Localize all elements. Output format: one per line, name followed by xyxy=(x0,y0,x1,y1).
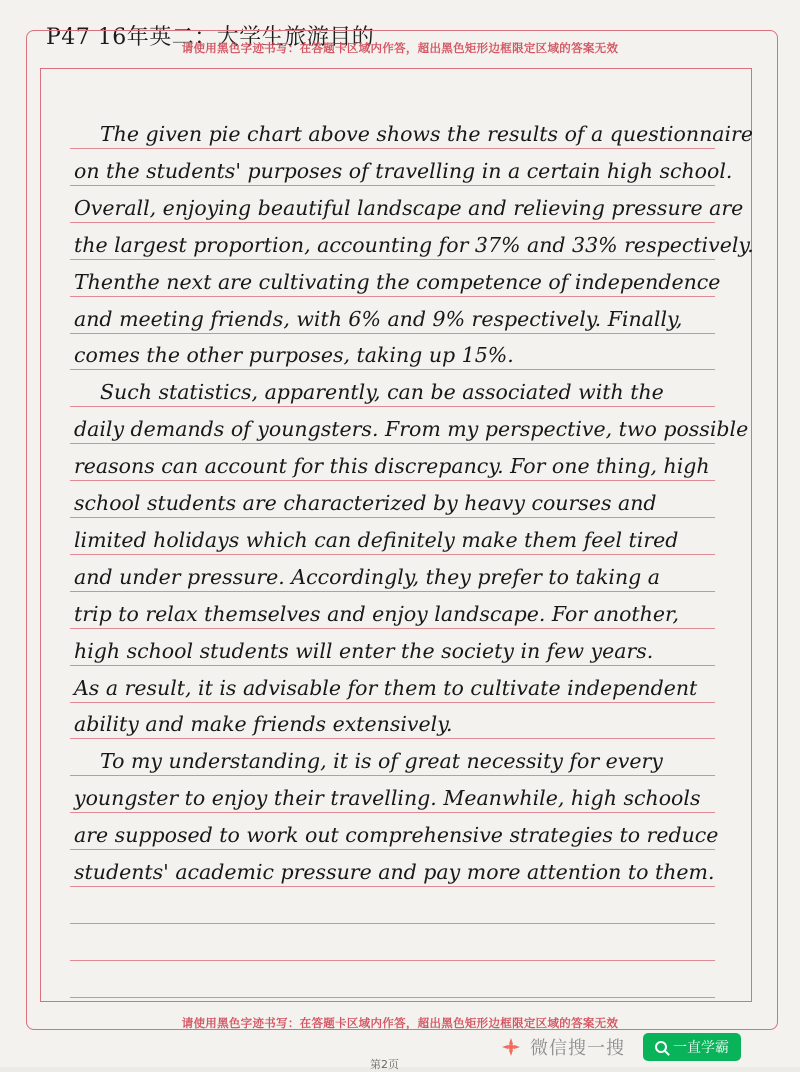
essay-line: The given pie chart above shows the results of a questionnaire xyxy=(100,122,753,146)
essay-line: As a result, it is advisable for them to cultivate independent xyxy=(74,675,698,700)
essay-line: high school students will enter the society in few years. xyxy=(74,638,654,663)
notice-bottom: 请使用黑色字迹书写：在答题卡区域内作答，超出黑色矩形边框限定区域的答案无效 xyxy=(181,1016,619,1030)
ruled-line xyxy=(70,702,715,703)
essay-line: daily demands of youngsters. From my perspective, two possible xyxy=(74,417,749,442)
ruled-line xyxy=(70,185,715,186)
notice-top: 请使用黑色字迹书写：在答题卡区域内作答，超出黑色矩形边框限定区域的答案无效 xyxy=(181,41,619,55)
ruled-line xyxy=(70,849,715,850)
ruled-line xyxy=(70,812,715,813)
essay-line: on the students' purposes of travelling in a certain high school. xyxy=(74,158,733,183)
essay-line: youngster to enjoy their travelling. Meanwhile, high schools xyxy=(74,786,701,811)
essay-line: ability and make friends extensively. xyxy=(74,712,453,737)
essay-line: limited holidays which can definitely make them feel tired xyxy=(74,527,679,552)
watermark-text: 微信搜一搜 xyxy=(530,1038,625,1059)
ruled-line xyxy=(70,960,715,961)
ruled-line xyxy=(70,591,715,592)
essay-line: school students are characterized by heavy courses and xyxy=(74,491,657,515)
essay-line: To my understanding, it is of great necessity for every xyxy=(100,749,663,774)
ruled-line xyxy=(70,333,715,334)
essay-line: Such statistics, apparently, can be associated with the xyxy=(100,380,664,405)
ruled-line xyxy=(70,665,715,666)
handwritten-title: P47 16年英二：大学生旅游目的 xyxy=(46,25,375,50)
essay-line: and under pressure. Accordingly, they prefer to taking a xyxy=(74,564,661,589)
ruled-line xyxy=(70,369,715,370)
essay-line: the largest proportion, accounting for 37% and 33% respectively. xyxy=(74,232,754,257)
essay-line: Thenthe next are cultivating the competence of independence xyxy=(74,269,721,294)
search-button[interactable] xyxy=(643,1033,741,1061)
search-button-label: 一直学霸 xyxy=(673,1040,729,1056)
ruled-line xyxy=(70,554,715,555)
essay-line: comes the other purposes, taking up 15%. xyxy=(74,343,514,368)
ruled-line xyxy=(70,148,715,149)
essay-line: and meeting friends, with 6% and 9% respectively. Finally, xyxy=(74,306,683,331)
ruled-line xyxy=(70,775,715,776)
wechat-search-watermark xyxy=(500,1032,790,1062)
essay-line: Overall, enjoying beautiful landscape and relieving pressure are xyxy=(74,195,744,220)
ruled-line xyxy=(70,923,715,924)
ruled-line xyxy=(70,259,715,260)
ruled-line xyxy=(70,886,715,887)
essay-line: trip to relax themselves and enjoy landscape. For another, xyxy=(74,601,680,626)
search-icon xyxy=(655,1041,667,1053)
wechat-search-icon xyxy=(500,1036,522,1058)
page-number: 第2页 xyxy=(370,1058,399,1071)
essay-line: are supposed to work out comprehensive strategies to reduce xyxy=(74,823,719,848)
ruled-line xyxy=(70,480,715,481)
essay-line: students' academic pressure and pay more attention to them. xyxy=(74,860,715,884)
ruled-line xyxy=(70,628,715,629)
ruled-line xyxy=(70,296,715,297)
ruled-line xyxy=(70,997,715,998)
ruled-line xyxy=(70,517,715,518)
ruled-line xyxy=(70,222,715,223)
ruled-line xyxy=(70,738,715,739)
essay-line: reasons can account for this discrepancy. For one thing, high xyxy=(74,454,710,479)
ruled-line xyxy=(70,443,715,444)
ruled-line xyxy=(70,406,715,407)
